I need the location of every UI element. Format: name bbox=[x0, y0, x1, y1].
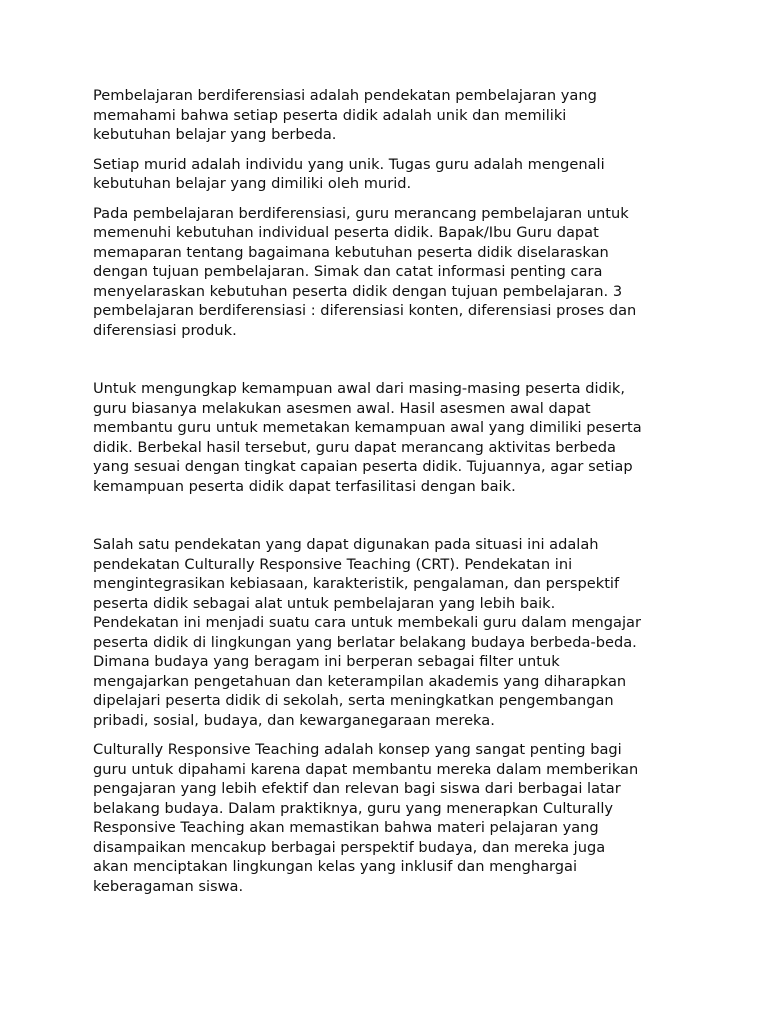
paragraph-3: Pada pembelajaran berdiferensiasi, guru merancang pembelajaran untuk memenuhi kebutuhan individual peserta didik. Bapak/Ibu Guru dapat memaparan tentang bagaimana kebutuhan peserta didik diselaraskan dengan tujuan pembelajaran. Simak dan catat informasi penting cara menyelaraskan kebutuhan peserta didik dengan tujuan pembelajaran. 3 pembelajaran berdiferensiasi : diferensiasi konten, diferensiasi proses dan diferensiasi produk. bbox=[93, 204, 637, 339]
paragraph-5: Salah satu pendekatan yang dapat digunakan pada situasi ini adalah pendekatan Culturally Responsive Teaching (CRT). Pendekatan ini mengintegrasikan kebiasaan, karakteristik, pengalaman, dan perspektif peserta didik sebagai alat untuk pembelajaran yang lebih baik. Pendekatan ini menjadi suatu cara untuk membekali guru dalam mengajar peserta didik di lingkungan yang berlatar belakang budaya berbeda-beda. Dimana budaya yang beragam ini berperan sebagai filter untuk mengajarkan pengetahuan dan keterampilan akademis yang diharapkan dipelajari peserta didik di sekolah, serta meningkatkan pengembangan pribadi, sosial, budaya, dan kewarganegaraan mereka. bbox=[93, 536, 641, 729]
paragraph-6: Culturally Responsive Teaching adalah konsep yang sangat penting bagi guru untuk dipahami karena dapat membantu mereka dalam memberikan pengajaran yang lebih efektif dan relevan bagi siswa dari berbagai latar belakang budaya. Dalam praktiknya, guru yang menerapkan Culturally Responsive Teaching akan memastikan bahwa materi pelajaran yang disampaikan mencakup berbagai perspektif budaya, dan mereka juga akan menciptakan lingkungan kelas yang inklusif dan menghargai keberagaman siswa. bbox=[93, 741, 639, 895]
document-body bbox=[93, 86, 685, 896]
paragraph-1: Pembelajaran berdiferensiasi adalah pendekatan pembelajaran yang memahami bahwa setiap peserta didik adalah unik dan memiliki kebutuhan belajar yang berbeda. bbox=[93, 87, 597, 143]
paragraph-4: Untuk mengungkap kemampuan awal dari masing-masing peserta didik, guru biasanya melakukan asesmen awal. Hasil asesmen awal dapat membantu guru untuk memetakan kemampuan awal yang dimiliki peserta didik. Berbekal hasil tersebut, guru dapat merancang aktivitas berbeda yang sesuai dengan tingkat capaian peserta didik. Tujuannya, agar setiap kemampuan peserta didik dapat terfasilitasi dengan baik. bbox=[93, 380, 642, 495]
paragraph-2: Setiap murid adalah individu yang unik. Tugas guru adalah mengenali kebutuhan belajar yang dimiliki oleh murid. bbox=[93, 155, 605, 192]
